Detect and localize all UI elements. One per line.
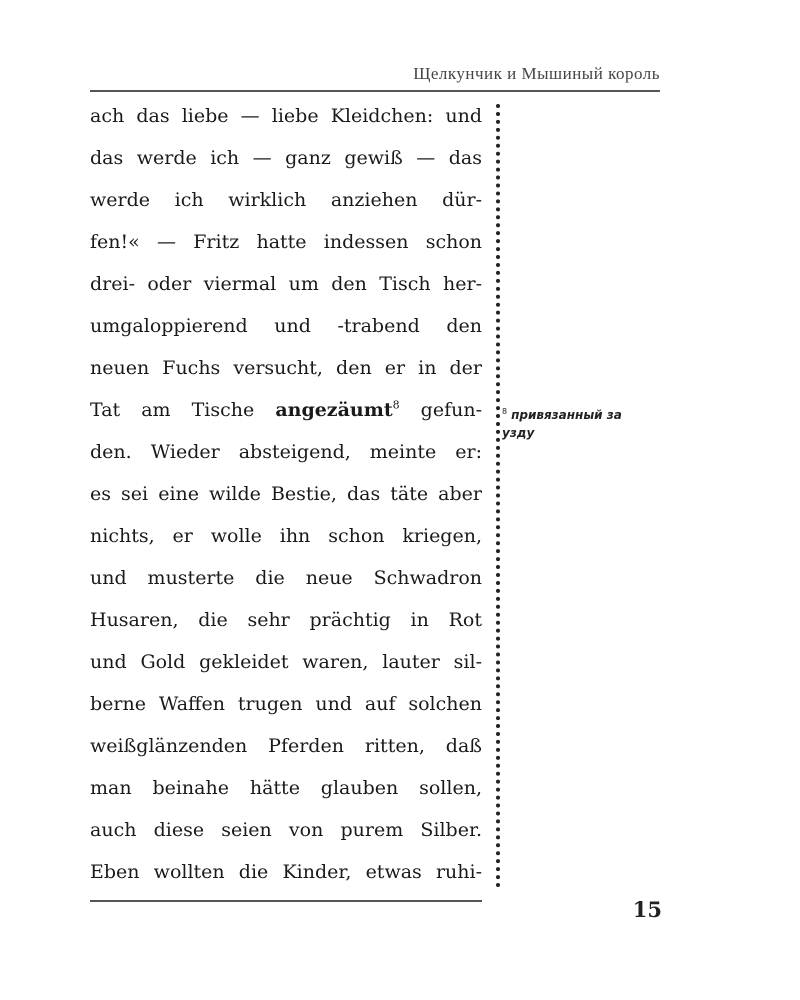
text-line-12: und musterte die neue Schwadron [90,567,482,589]
margin-note-number: 8 [502,407,508,416]
glossed-term: angezäumt [275,399,393,421]
text-line-18: auch diese seien von purem Silber. [90,819,482,841]
main-text-column [90,95,482,893]
running-header-title: Щелкунчик и Мышиный король [413,64,660,83]
text-line-1: ach das liebe — liebe Kleidchen: und [90,105,482,127]
text-line-8-before: Tat am Tische [90,399,276,421]
text-line-2: das werde ich — ganz gewiß — das [90,147,482,169]
margin-gloss-note [502,403,652,442]
text-line-15: berne Waffen trugen und auf solchen [90,693,482,715]
text-line-3: werde ich wirklich anziehen dür- [90,189,482,211]
footer-rule [90,900,482,902]
text-line-8-after: gefun- [399,399,483,421]
text-line-16: weißglänzenden Pferden ritten, daß [90,735,482,757]
page-number: 15 [632,897,662,922]
text-line-6: umgaloppierend und -trabend den [90,315,482,337]
text-line-7: neuen Fuchs versucht, den er in der [90,357,482,379]
header-rule [90,90,660,92]
footnote-reference: 8 [392,398,400,412]
text-line-11: nichts, er wolle ihn schon kriegen, [90,525,482,547]
dotted-margin-divider [496,104,500,888]
text-line-14: und Gold gekleidet waren, lauter sil- [90,651,482,673]
text-line-8 [90,389,482,431]
text-line-17: man beinahe hätte glauben sollen, [90,777,482,799]
text-line-13: Husaren, die sehr prächtig in Rot [90,609,482,631]
text-line-4: fen!« — Fritz hatte indessen schon [90,231,482,253]
text-line-5: drei- oder viermal um den Tisch her- [90,273,482,295]
text-line-19: Eben wollten die Kinder, etwas ruhi- [90,861,482,883]
text-line-10: es sei eine wilde Bestie, das täte aber [90,483,482,505]
margin-note-text: привязанный за узду [502,408,622,440]
text-line-9: den. Wieder absteigend, meinte er: [90,441,482,463]
